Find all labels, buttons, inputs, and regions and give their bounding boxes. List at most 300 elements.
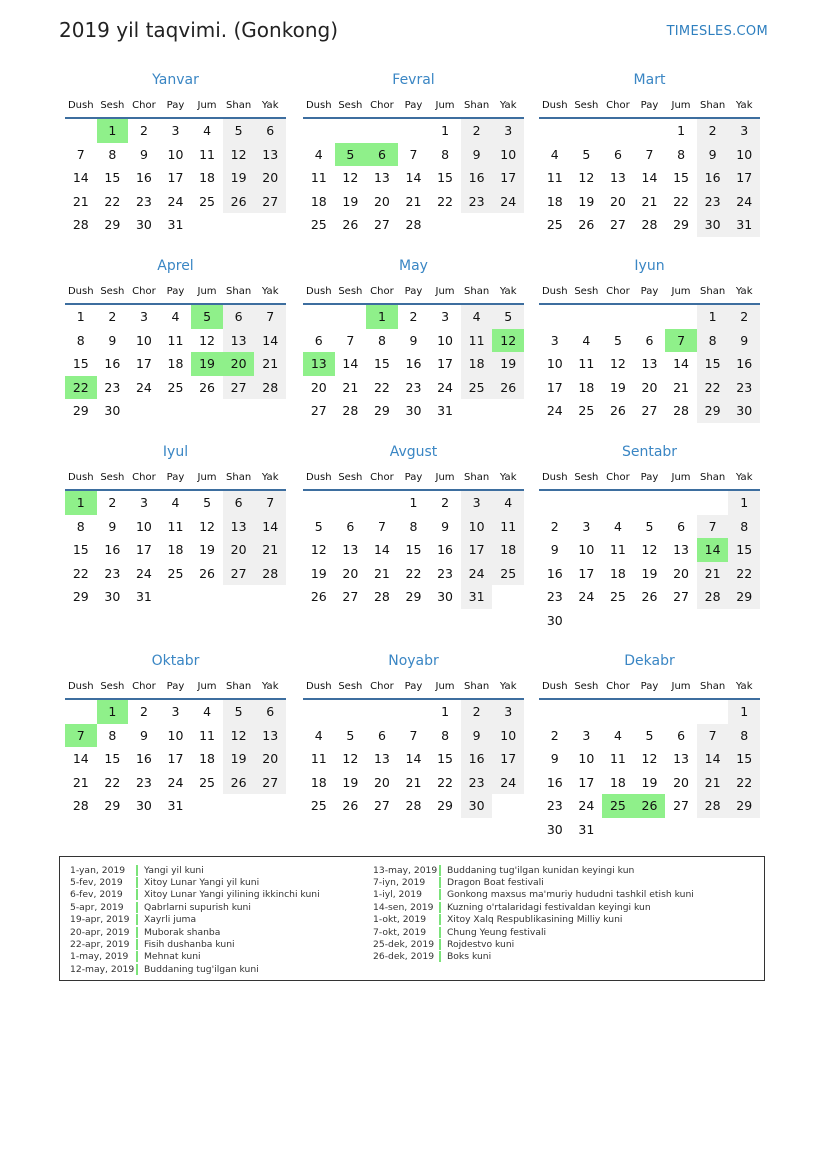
day-cell: 7 <box>254 305 286 329</box>
weekday-label: Jum <box>435 472 455 483</box>
day-cell: 29 <box>697 399 729 423</box>
day-cell: 28 <box>254 376 286 400</box>
day-cell: 2 <box>697 119 729 143</box>
day-cell: 14 <box>72 170 89 185</box>
day-cell: 4 <box>203 123 212 138</box>
day-cell: 31 <box>167 217 184 232</box>
day-cell: 10 <box>492 143 524 167</box>
day-cell: 19 <box>578 193 595 209</box>
month-title: Iyun <box>634 258 665 274</box>
day-cell: 22 <box>104 774 121 790</box>
weekday-header <box>539 284 760 305</box>
day-cell: 29 <box>104 217 121 232</box>
day-cell: 23 <box>461 190 493 214</box>
day-cell: 7 <box>409 146 418 162</box>
day-cell: 14 <box>254 329 286 353</box>
weekday-label: Yak <box>261 472 279 483</box>
weekday-label: Dush <box>67 286 94 297</box>
day-cell: 15 <box>437 751 454 766</box>
holiday-legend <box>59 856 765 981</box>
weekday-label: Shan <box>700 681 726 692</box>
month-title: Dekabr <box>624 653 675 669</box>
day-cell: 21 <box>254 538 286 562</box>
legend-entry <box>70 901 320 913</box>
empty-cell <box>539 491 571 515</box>
day-cell: 21 <box>72 193 89 209</box>
day-cell: 31 <box>578 821 595 837</box>
day-cell: 2 <box>139 123 148 138</box>
weekday-label: Jum <box>671 100 691 111</box>
day-cell: 6 <box>677 518 686 534</box>
day-cell: 4 <box>613 727 622 743</box>
day-cell: 6 <box>346 518 355 534</box>
legend-holiday-name: Buddaning tug'ilgan kunidan keyingi kun <box>447 864 635 876</box>
month-title: Fevral <box>392 72 435 88</box>
day-cell: 31 <box>728 213 760 237</box>
day-cell: 18 <box>310 774 327 790</box>
weekday-label: Pay <box>640 472 659 483</box>
day-cell: 6 <box>377 727 386 743</box>
legend-color-bar <box>136 927 138 938</box>
weekday-label: Pay <box>166 286 185 297</box>
day-cell: 10 <box>135 518 152 534</box>
day-cell: 4 <box>613 518 622 534</box>
day-cell: 12 <box>609 356 626 371</box>
legend-entry <box>70 876 320 888</box>
legend-column-left <box>70 864 320 976</box>
legend-color-bar <box>439 939 441 950</box>
day-cell: 26 <box>310 589 327 604</box>
legend-holiday-name: Gonkong maxsus ma'muriy hududni tashkil etish kuni <box>447 889 694 901</box>
day-cell: 22 <box>405 565 422 581</box>
day-cell: 4 <box>550 146 559 162</box>
empty-cell <box>571 700 603 724</box>
weekday-label: Yak <box>735 286 753 297</box>
weekday-label: Sesh <box>574 681 599 692</box>
day-grid <box>303 305 524 423</box>
weekday-label: Pay <box>404 681 423 692</box>
empty-cell <box>335 700 367 724</box>
day-cell: 30 <box>405 403 422 418</box>
day-cell: 14 <box>405 751 422 766</box>
weekday-label: Jum <box>197 100 217 111</box>
day-cell: 28 <box>373 589 390 604</box>
day-cell: 14 <box>641 170 658 185</box>
day-cell: 12 <box>223 143 255 167</box>
day-grid <box>539 491 760 632</box>
day-cell: 25 <box>167 379 184 395</box>
day-cell: 11 <box>461 329 493 353</box>
day-cell: 9 <box>461 143 493 167</box>
day-cell: 26 <box>578 217 595 232</box>
legend-holiday-name: Fisih dushanba kuni <box>144 939 235 951</box>
weekday-label: Yak <box>261 100 279 111</box>
weekday-label: Chor <box>606 681 630 692</box>
weekday-label: Pay <box>640 681 659 692</box>
legend-color-bar <box>439 889 441 900</box>
day-cell: 25 <box>492 562 524 586</box>
holiday-day-cell: 20 <box>223 352 255 376</box>
day-cell: 17 <box>167 170 184 185</box>
weekday-label: Dush <box>67 100 94 111</box>
month-title: Iyul <box>162 444 189 460</box>
day-cell: 6 <box>223 491 255 515</box>
holiday-day-cell: 1 <box>97 700 129 724</box>
legend-holiday-name: Xitoy Lunar Yangi yilining ikkinchi kuni <box>144 889 320 901</box>
weekday-label: Chor <box>132 472 156 483</box>
day-cell: 3 <box>139 309 148 324</box>
legend-holiday-name: Boks kuni <box>447 951 492 963</box>
day-cell: 13 <box>673 542 690 557</box>
holiday-day-cell: 7 <box>65 724 97 748</box>
weekday-label: Shan <box>226 286 252 297</box>
legend-color-bar <box>136 902 138 913</box>
day-cell: 3 <box>171 704 180 719</box>
legend-entry <box>70 889 320 901</box>
legend-holiday-name: Kuzning o'rtalaridagi festivaldan keyingi kun <box>447 901 651 913</box>
day-cell: 9 <box>697 143 729 167</box>
weekday-label: Jum <box>435 286 455 297</box>
day-cell: 2 <box>550 518 559 534</box>
day-cell: 20 <box>673 774 690 790</box>
empty-cell <box>571 305 603 329</box>
day-cell: 24 <box>728 190 760 214</box>
day-cell: 23 <box>405 379 422 395</box>
day-cell: 3 <box>171 123 180 138</box>
day-cell: 20 <box>373 774 390 790</box>
empty-cell <box>602 119 634 143</box>
day-cell: 20 <box>254 166 286 190</box>
day-cell: 29 <box>437 798 454 813</box>
day-cell: 23 <box>104 565 121 581</box>
month-title: Mart <box>633 72 666 88</box>
holiday-day-cell: 14 <box>697 538 729 562</box>
day-cell: 16 <box>104 356 121 371</box>
day-cell: 20 <box>673 565 690 581</box>
legend-holiday-name: Muborak shanba <box>144 926 221 938</box>
day-cell: 25 <box>310 798 327 813</box>
day-cell: 24 <box>492 771 524 795</box>
empty-cell <box>665 305 697 329</box>
day-cell: 22 <box>373 379 390 395</box>
legend-entry <box>373 876 694 888</box>
day-cell: 19 <box>609 379 626 395</box>
day-cell: 8 <box>697 329 729 353</box>
weekday-label: Sesh <box>338 472 363 483</box>
day-cell: 23 <box>728 376 760 400</box>
day-cell: 19 <box>342 774 359 790</box>
day-cell: 11 <box>578 356 595 371</box>
day-cell: 14 <box>697 747 729 771</box>
day-cell: 22 <box>72 565 89 581</box>
day-cell: 31 <box>167 798 184 813</box>
holiday-day-cell: 1 <box>97 119 129 143</box>
weekday-label: Shan <box>700 286 726 297</box>
holiday-day-cell: 1 <box>366 305 398 329</box>
day-cell: 19 <box>199 542 216 557</box>
weekday-label: Pay <box>166 100 185 111</box>
day-cell: 28 <box>697 794 729 818</box>
weekday-label: Dush <box>305 286 332 297</box>
legend-color-bar <box>439 927 441 938</box>
day-cell: 12 <box>199 332 216 348</box>
day-cell: 27 <box>223 376 255 400</box>
day-cell: 3 <box>550 332 559 348</box>
weekday-label: Pay <box>640 286 659 297</box>
weekday-header <box>303 284 524 305</box>
day-cell: 10 <box>167 727 184 743</box>
day-cell: 13 <box>342 542 359 557</box>
day-cell: 19 <box>492 352 524 376</box>
weekday-label: Yak <box>261 681 279 692</box>
day-cell: 18 <box>492 538 524 562</box>
day-cell: 12 <box>310 542 327 557</box>
day-cell: 29 <box>72 403 89 418</box>
legend-color-bar <box>136 889 138 900</box>
day-cell: 15 <box>72 356 89 371</box>
weekday-label: Yak <box>499 286 517 297</box>
day-cell: 16 <box>697 166 729 190</box>
day-cell: 10 <box>167 146 184 162</box>
empty-cell <box>335 491 367 515</box>
day-cell: 28 <box>673 403 690 418</box>
day-cell: 7 <box>645 146 654 162</box>
day-cell: 9 <box>461 724 493 748</box>
weekday-label: Shan <box>464 100 490 111</box>
day-cell: 8 <box>76 518 85 534</box>
day-cell: 2 <box>108 309 117 324</box>
weekday-label: Pay <box>166 681 185 692</box>
day-grid <box>539 700 760 841</box>
day-cell: 14 <box>342 356 359 371</box>
weekday-label: Dush <box>541 472 568 483</box>
day-cell: 17 <box>437 356 454 371</box>
legend-holiday-name: Buddaning tug'ilgan kuni <box>144 963 259 975</box>
day-cell: 6 <box>254 700 286 724</box>
holiday-day-cell: 12 <box>492 329 524 353</box>
legend-date: 5-fev, 2019 <box>70 877 123 889</box>
weekday-label: Jum <box>671 286 691 297</box>
day-cell: 2 <box>108 495 117 510</box>
weekday-label: Sesh <box>338 681 363 692</box>
day-cell: 30 <box>697 213 729 237</box>
day-cell: 5 <box>613 332 622 348</box>
legend-holiday-name: Qabrlarni supurish kuni <box>144 901 251 913</box>
legend-color-bar <box>439 877 441 888</box>
empty-cell <box>335 305 367 329</box>
day-cell: 12 <box>342 751 359 766</box>
legend-color-bar <box>136 951 138 962</box>
weekday-label: Dush <box>67 472 94 483</box>
day-cell: 21 <box>72 774 89 790</box>
legend-entry <box>373 914 694 926</box>
legend-holiday-name: Chung Yeung festivali <box>447 926 547 938</box>
month-title: May <box>399 258 428 274</box>
day-grid <box>303 119 524 237</box>
legend-date: 26-dek, 2019 <box>373 951 435 963</box>
day-cell: 13 <box>223 329 255 353</box>
day-cell: 29 <box>405 589 422 604</box>
day-cell: 2 <box>550 727 559 743</box>
weekday-label: Chor <box>370 100 394 111</box>
day-cell: 17 <box>167 751 184 766</box>
holiday-day-cell: 6 <box>366 143 398 167</box>
weekday-label: Sesh <box>574 286 599 297</box>
day-cell: 3 <box>461 491 493 515</box>
day-cell: 25 <box>199 774 216 790</box>
day-cell: 2 <box>461 700 493 724</box>
weekday-header <box>65 679 286 700</box>
day-cell: 8 <box>377 332 386 348</box>
weekday-label: Jum <box>197 472 217 483</box>
empty-cell <box>634 700 666 724</box>
legend-entry <box>373 901 694 913</box>
day-cell: 16 <box>104 542 121 557</box>
day-cell: 26 <box>492 376 524 400</box>
holiday-day-cell: 5 <box>191 305 223 329</box>
weekday-label: Dush <box>305 472 332 483</box>
day-cell: 19 <box>641 565 658 581</box>
day-cell: 18 <box>578 379 595 395</box>
weekday-label: Sesh <box>100 100 125 111</box>
weekday-label: Sesh <box>574 472 599 483</box>
day-cell: 21 <box>342 379 359 395</box>
day-cell: 1 <box>76 309 85 324</box>
weekday-label: Sesh <box>100 286 125 297</box>
empty-cell <box>697 700 729 724</box>
day-cell: 12 <box>641 751 658 766</box>
weekday-header <box>65 284 286 305</box>
legend-color-bar <box>136 865 138 876</box>
day-cell: 30 <box>437 589 454 604</box>
day-cell: 30 <box>728 399 760 423</box>
day-cell: 21 <box>673 379 690 395</box>
day-cell: 17 <box>461 538 493 562</box>
month-title: Noyabr <box>388 653 439 669</box>
day-cell: 10 <box>492 724 524 748</box>
day-cell: 9 <box>108 332 117 348</box>
legend-holiday-name: Mehnat kuni <box>144 951 201 963</box>
day-cell: 19 <box>223 166 255 190</box>
day-cell: 28 <box>405 217 422 232</box>
day-cell: 18 <box>609 774 626 790</box>
weekday-label: Pay <box>404 286 423 297</box>
day-cell: 18 <box>546 193 563 209</box>
weekday-header <box>539 679 760 700</box>
day-cell: 1 <box>697 305 729 329</box>
day-cell: 11 <box>199 727 216 743</box>
day-cell: 12 <box>578 170 595 185</box>
day-cell: 3 <box>728 119 760 143</box>
day-cell: 7 <box>254 491 286 515</box>
day-cell: 24 <box>167 193 184 209</box>
day-cell: 10 <box>437 332 454 348</box>
legend-date: 1-yan, 2019 <box>70 864 126 876</box>
day-grid <box>65 305 286 423</box>
legend-date: 1-iyl, 2019 <box>373 889 422 901</box>
day-cell: 12 <box>223 724 255 748</box>
day-cell: 21 <box>405 774 422 790</box>
legend-color-bar <box>136 877 138 888</box>
day-cell: 24 <box>461 562 493 586</box>
day-cell: 3 <box>441 309 450 324</box>
day-cell: 8 <box>677 146 686 162</box>
day-cell: 21 <box>254 352 286 376</box>
empty-cell <box>665 700 697 724</box>
day-cell: 28 <box>72 217 89 232</box>
weekday-label: Jum <box>671 681 691 692</box>
day-cell: 5 <box>223 119 255 143</box>
month-title: Aprel <box>157 258 194 274</box>
day-cell: 17 <box>492 747 524 771</box>
site-link[interactable]: TIMESLES.COM <box>666 24 768 39</box>
day-cell: 3 <box>492 700 524 724</box>
day-cell: 24 <box>167 774 184 790</box>
weekday-label: Jum <box>435 681 455 692</box>
legend-entry <box>70 914 320 926</box>
day-cell: 5 <box>582 146 591 162</box>
day-cell: 20 <box>609 193 626 209</box>
legend-date: 13-may, 2019 <box>373 864 438 876</box>
legend-date: 14-sen, 2019 <box>373 901 434 913</box>
weekday-header <box>303 679 524 700</box>
weekday-label: Yak <box>735 681 753 692</box>
day-cell: 8 <box>76 332 85 348</box>
day-cell: 16 <box>546 565 563 581</box>
day-cell: 18 <box>461 352 493 376</box>
day-cell: 6 <box>613 146 622 162</box>
day-cell: 25 <box>578 403 595 418</box>
day-cell: 11 <box>546 170 563 185</box>
day-cell: 7 <box>697 724 729 748</box>
day-cell: 8 <box>441 727 450 743</box>
day-cell: 7 <box>346 332 355 348</box>
weekday-label: Yak <box>735 100 753 111</box>
empty-cell <box>303 119 335 143</box>
legend-color-bar <box>136 939 138 950</box>
day-cell: 23 <box>135 774 152 790</box>
day-cell: 13 <box>254 724 286 748</box>
day-cell: 30 <box>546 612 563 628</box>
day-cell: 28 <box>342 403 359 418</box>
day-cell: 17 <box>578 774 595 790</box>
legend-holiday-name: Xitoy Lunar Yangi yil kuni <box>144 877 260 889</box>
legend-holiday-name: Xitoy Xalq Respublikasining Milliy kuni <box>447 914 623 926</box>
legend-entry <box>70 864 320 876</box>
day-cell: 13 <box>673 751 690 766</box>
weekday-label: Yak <box>499 681 517 692</box>
month-title: Sentabr <box>621 444 678 460</box>
legend-column-right <box>373 864 694 963</box>
day-cell: 8 <box>409 518 418 534</box>
day-cell: 25 <box>546 217 563 232</box>
weekday-label: Pay <box>166 472 185 483</box>
day-cell: 7 <box>76 146 85 162</box>
weekday-label: Chor <box>132 100 156 111</box>
page-title: 2019 yil taqvimi. (Gonkong) <box>59 18 338 42</box>
holiday-day-cell: 7 <box>665 329 697 353</box>
day-cell: 1 <box>728 700 760 724</box>
empty-cell <box>303 305 335 329</box>
day-cell: 14 <box>373 542 390 557</box>
day-cell: 14 <box>673 356 690 371</box>
empty-cell <box>398 700 430 724</box>
legend-entry <box>373 951 694 963</box>
day-cell: 11 <box>492 515 524 539</box>
legend-date: 1-may, 2019 <box>70 951 129 963</box>
day-cell: 30 <box>135 217 152 232</box>
day-cell: 26 <box>342 217 359 232</box>
